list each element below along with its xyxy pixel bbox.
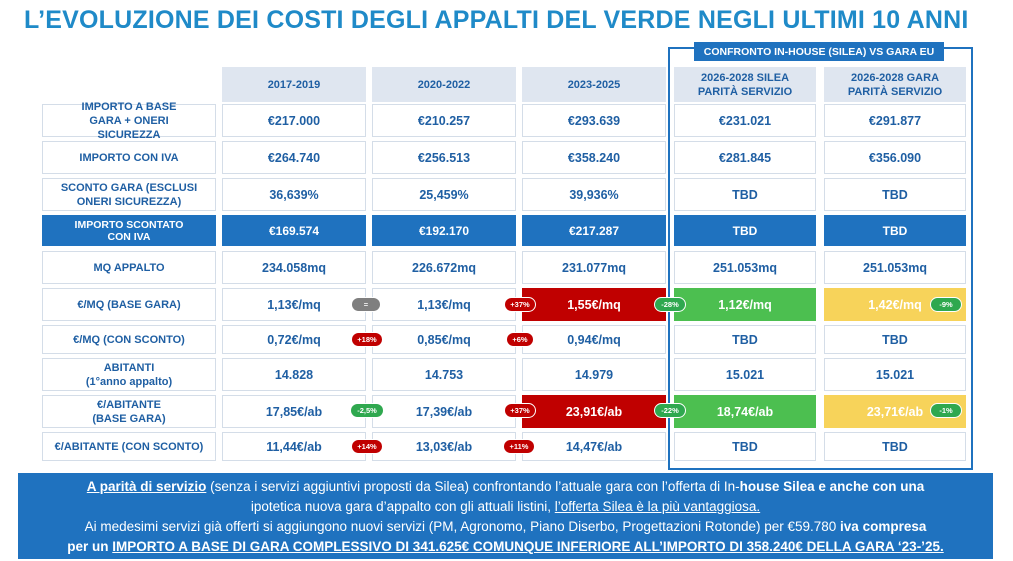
footer-emphasis: l’offerta Silea è la più vantaggiosa. bbox=[554, 499, 761, 514]
change-badge: -28% bbox=[654, 297, 686, 312]
column-header: 2026-2028 GARA PARITÀ SERVIZIO bbox=[824, 67, 966, 102]
table-cell: TBD bbox=[674, 215, 816, 246]
table-cell: 14.828 bbox=[222, 358, 366, 391]
table-cell: 39,936% bbox=[522, 178, 666, 211]
table-cell: 14.753 bbox=[372, 358, 516, 391]
footer-text: ipotetica nuova gara d’appalto con gli attuali listini, bbox=[250, 499, 555, 514]
comparison-label: CONFRONTO IN-HOUSE (SILEA) VS GARA EU bbox=[694, 42, 944, 61]
table-cell: 14,47€/ab bbox=[522, 432, 666, 461]
table-cell-highlight-red: 1,55€/mq bbox=[522, 288, 666, 321]
table-cell: 234.058mq bbox=[222, 251, 366, 284]
table-cell: €264.740 bbox=[222, 141, 366, 174]
table-cell: 14.979 bbox=[522, 358, 666, 391]
change-badge: +37% bbox=[504, 403, 536, 418]
table-cell: TBD bbox=[674, 178, 816, 211]
table-cell: TBD bbox=[824, 178, 966, 211]
footer-line-3 bbox=[18, 517, 993, 537]
table-cell: 13,03€/ab bbox=[372, 432, 516, 461]
footer-emphasis: house Silea e anche con una bbox=[739, 479, 925, 494]
table-cell: 17,39€/ab bbox=[372, 395, 516, 428]
change-badge: -9% bbox=[930, 297, 962, 312]
table-cell: €293.639 bbox=[522, 104, 666, 137]
table-cell: 0,85€/mq bbox=[372, 325, 516, 354]
row-label: MQ APPALTO bbox=[42, 251, 216, 284]
table-cell: €169.574 bbox=[222, 215, 366, 246]
table-cell: €192.170 bbox=[372, 215, 516, 246]
change-badge: +11% bbox=[503, 439, 535, 454]
change-badge: +6% bbox=[506, 332, 534, 347]
table-cell: €281.845 bbox=[674, 141, 816, 174]
table-cell: €358.240 bbox=[522, 141, 666, 174]
row-label: €/ABITANTE (CON SCONTO) bbox=[42, 432, 216, 461]
table-cell: 17,85€/ab bbox=[222, 395, 366, 428]
footer-emphasis: A parità di servizio bbox=[86, 479, 207, 494]
table-cell: TBD bbox=[824, 215, 966, 246]
change-badge: -1% bbox=[930, 403, 962, 418]
table-cell-highlight-green: 1,12€/mq bbox=[674, 288, 816, 321]
table-cell: 15.021 bbox=[824, 358, 966, 391]
table-cell-highlight-red: 23,91€/ab bbox=[522, 395, 666, 428]
footer-text: per un bbox=[67, 539, 113, 554]
column-header: 2017-2019 bbox=[222, 67, 366, 102]
footer-text: (senza i servizi aggiuntivi proposti da Silea) confrontando l’attuale gara con l’offerta di In- bbox=[206, 479, 740, 494]
change-badge: -22% bbox=[654, 403, 686, 418]
table-cell: 0,72€/mq bbox=[222, 325, 366, 354]
table-cell: €291.877 bbox=[824, 104, 966, 137]
row-label: €/MQ (BASE GARA) bbox=[42, 288, 216, 321]
table-cell: TBD bbox=[674, 325, 816, 354]
footer-emphasis: IMPORTO A BASE DI GARA COMPLESSIVO DI 341.625€ COMUNQUE INFERIORE ALL’IMPORTO DI 358.240€ DELLA GARA ‘23-’25. bbox=[112, 539, 944, 554]
table-cell: 0,94€/mq bbox=[522, 325, 666, 354]
footer-line-2 bbox=[18, 497, 993, 517]
table-cell: TBD bbox=[824, 325, 966, 354]
footer-line-1 bbox=[18, 477, 993, 497]
row-label bbox=[42, 215, 216, 246]
table-cell: 15.021 bbox=[674, 358, 816, 391]
row-label: ABITANTI (1°anno appalto) bbox=[42, 358, 216, 391]
table-cell: €356.090 bbox=[824, 141, 966, 174]
footer-line-4 bbox=[18, 537, 993, 557]
footer-text: Ai medesimi servizi già offerti si aggiungono nuovi servizi (PM, Agronomo, Piano Diserbo, Progettazioni Rotonde) per €59.780 bbox=[84, 519, 841, 534]
change-badge: -2,5% bbox=[350, 403, 384, 418]
table-cell: 11,44€/ab bbox=[222, 432, 366, 461]
table-cell: €217.000 bbox=[222, 104, 366, 137]
table-cell: €210.257 bbox=[372, 104, 516, 137]
table-cell: 25,459% bbox=[372, 178, 516, 211]
row-label: IMPORTO A BASE GARA + ONERI SICUREZZA bbox=[42, 104, 216, 137]
row-label: €/MQ (CON SCONTO) bbox=[42, 325, 216, 354]
page-title: L’EVOLUZIONE DEI COSTI DEGLI APPALTI DEL VERDE NEGLI ULTIMI 10 ANNI bbox=[24, 6, 969, 34]
table-cell: TBD bbox=[674, 432, 816, 461]
table-cell: 226.672mq bbox=[372, 251, 516, 284]
change-badge: +14% bbox=[351, 439, 383, 454]
table-cell: 1,13€/mq bbox=[372, 288, 516, 321]
table-cell-highlight-yellow: 1,42€/mq bbox=[824, 288, 966, 321]
row-label: €/ABITANTE (BASE GARA) bbox=[42, 395, 216, 428]
footer-emphasis: iva compresa bbox=[840, 519, 927, 534]
table-cell: 231.077mq bbox=[522, 251, 666, 284]
table-cell: 36,639% bbox=[222, 178, 366, 211]
table-cell: €217.287 bbox=[522, 215, 666, 246]
table-cell: 251.053mq bbox=[674, 251, 816, 284]
row-label: SCONTO GARA (ESCLUSI ONERI SICUREZZA) bbox=[42, 178, 216, 211]
column-header: 2020-2022 bbox=[372, 67, 516, 102]
change-badge: = bbox=[351, 297, 381, 312]
change-badge: +18% bbox=[351, 332, 383, 347]
footer-note bbox=[18, 473, 993, 559]
change-badge: +37% bbox=[504, 297, 536, 312]
table-cell: TBD bbox=[824, 432, 966, 461]
column-header: 2023-2025 bbox=[522, 67, 666, 102]
table-cell: €256.513 bbox=[372, 141, 516, 174]
row-label-text: IMPORTO SCONTATO CON IVA bbox=[74, 218, 184, 243]
table-cell: 251.053mq bbox=[824, 251, 966, 284]
row-label: IMPORTO CON IVA bbox=[42, 141, 216, 174]
table-cell: 1,13€/mq bbox=[222, 288, 366, 321]
table-cell: €231.021 bbox=[674, 104, 816, 137]
table-cell-highlight-green: 18,74€/ab bbox=[674, 395, 816, 428]
table-cell-highlight-yellow: 23,71€/ab bbox=[824, 395, 966, 428]
column-header: 2026-2028 SILEA PARITÀ SERVIZIO bbox=[674, 67, 816, 102]
